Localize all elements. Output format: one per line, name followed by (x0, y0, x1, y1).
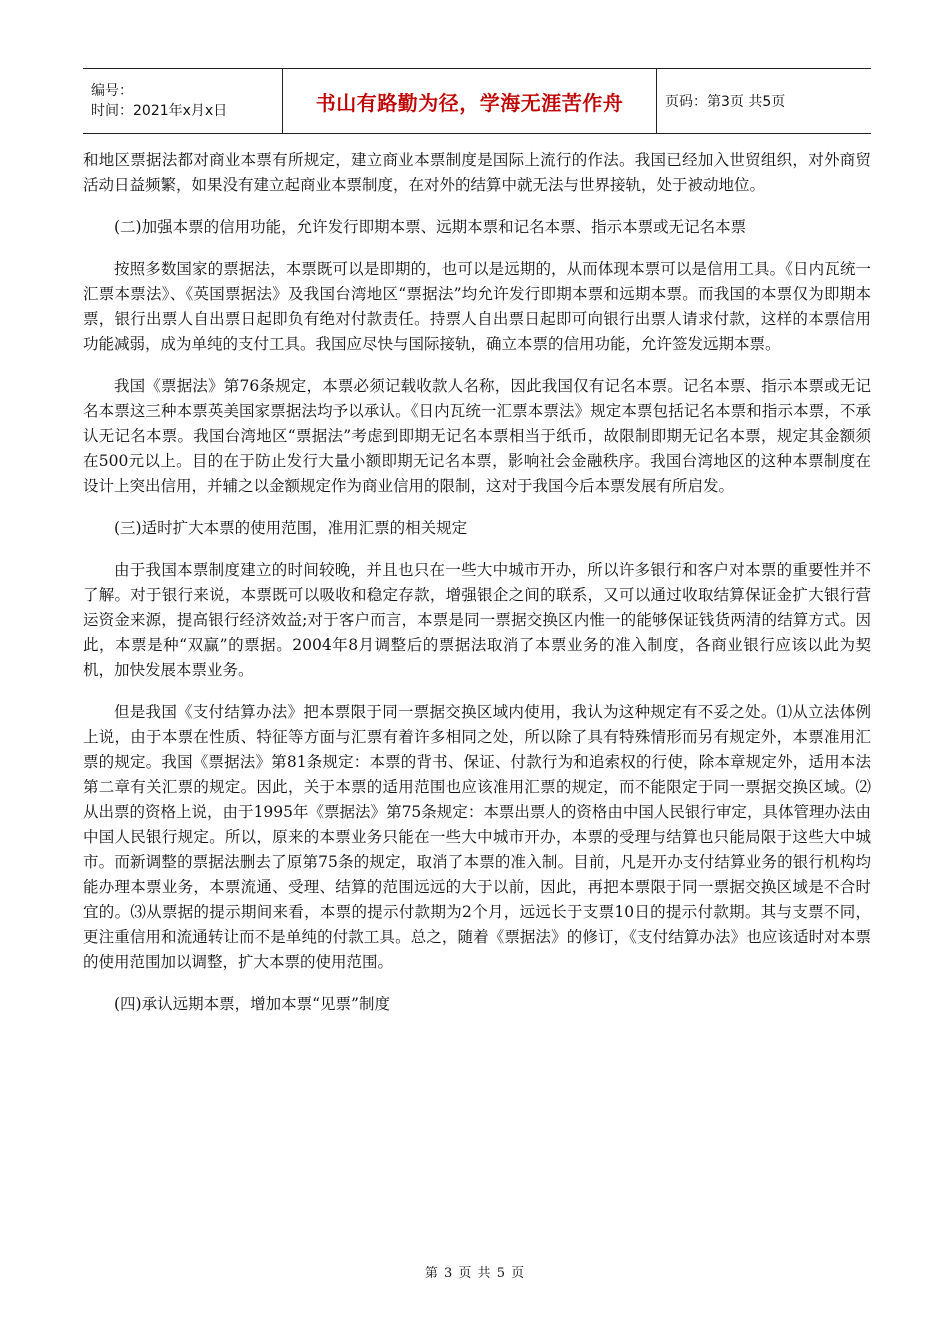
document-body (83, 148, 871, 1034)
body-paragraph: 但是我国《支付结算办法》把本票限于同一票据交换区域内使用，我认为这种规定有不妥之处。⑴从立法体例上说，由于本票在性质、特征等方面与汇票有着许多相同之处，所以除了具有特殊情形而另有规定外，本票准用汇票的规定。我国《票据法》第81条规定：本票的背书、保证、付款行为和追索权的行使，除本章规定外，适用本法第二章有关汇票的规定。因此，关于本票的适用范围也应该准用汇票的规定，而不能限定于同一票据交换区域。⑵从出票的资格上说，由于1995年《票据法》第75条规定：本票出票人的资格由中国人民银行审定，具体管理办法由中国人民银行规定。所以，原来的本票业务只能在一些大中城市开办，本票的受理与结算也只能局限于这些大中城市。而新调整的票据法删去了原第75条的规定，取消了本票的准入制。目前，凡是开办支付结算业务的银行机构均能办理本票业务，本票流通、受理、结算的范围远远的大于以前，因此，再把本票限于同一票据交换区域是不合时宜的。⑶从票据的提示期间来看，本票的提示付款期为2个月，远远长于支票10日的提示付款期。其与支票不同，更注重信用和流通转让而不是单纯的付款工具。总之，随着《票据法》的修订，《支付结算办法》也应该适时对本票的使用范围加以调整，扩大本票的使用范围。 (83, 703, 871, 971)
section-heading-2: (二)加强本票的信用功能，允许发行即期本票、远期本票和记名本票、指示本票或无记名本票 (114, 218, 747, 236)
body-paragraph: 和地区票据法都对商业本票有所规定，建立商业本票制度是国际上流行的作法。我国已经加入世贸组织，对外商贸活动日益频繁，如果没有建立起商业本票制度，在对外的结算中就无法与世界接轨，处于被动地位。 (83, 151, 871, 194)
header-page-cell (657, 69, 871, 133)
body-paragraph: 按照多数国家的票据法，本票既可以是即期的，也可以是远期的，从而体现本票可以是信用工具。《日内瓦统一汇票本票法》、《英国票据法》及我国台湾地区“票据法”均允许发行即期本票和远期本票。而我国的本票仅为即期本票，银行出票人自出票日起即负有绝对付款责任。持票人自出票日起即可向银行出票人请求付款，这样的本票信用功能减弱，成为单纯的支付工具。我国应尽快与国际接轨，确立本票的信用功能，允许签发远期本票。 (83, 260, 871, 353)
header-motto: 书山有路勤为径，学海无涯苦作舟 (315, 90, 624, 115)
document-number-label: 编号： (91, 83, 133, 99)
document-time-label: 时间：2021年x月x日 (91, 103, 228, 119)
body-paragraph: 由于我国本票制度建立的时间较晚，并且也只在一些大中城市开办，所以许多银行和客户对本票的重要性并不了解。对于银行来说，本票既可以吸收和稳定存款，增强银企之间的联系，又可以通过收取结算保证金扩大银行营运资金来源，提高银行经济效益;对于客户而言，本票是同一票据交换区内惟一的能够保证钱货两清的结算方式。因此，本票是种“双赢”的票据。2004年8月调整后的票据法取消了本票业务的准入制度，各商业银行应该以此为契机，加快发展本票业务。 (83, 561, 871, 679)
body-paragraph: 我国《票据法》第76条规定，本票必须记载收款人名称，因此我国仅有记名本票。记名本票、指示本票或无记名本票这三种本票英美国家票据法均予以承认。《日内瓦统一汇票本票法》规定本票包括记名本票和指示本票，不承认无记名本票。我国台湾地区“票据法”考虑到即期无记名本票相当于纸币，故限制即期无记名本票，规定其金额须在500元以上。目的在于防止发行大量小额即期无记名本票，影响社会金融秩序。我国台湾地区的这种本票制度在设计上突出信用，并辅之以金额规定作为商业信用的限制，这对于我国今后本票发展有所启发。 (83, 377, 871, 495)
header-page-info: 页码：第3页 共5页 (665, 94, 786, 110)
page-footer: 第 3 页 共 5 页 (424, 1266, 526, 1281)
section-heading-4: (四)承认远期本票，增加本票“见票”制度 (114, 995, 390, 1013)
header-motto-cell (283, 69, 657, 133)
section-heading-3: (三)适时扩大本票的使用范围，准用汇票的相关规定 (114, 519, 468, 537)
header-meta-cell (83, 69, 283, 133)
page-header (83, 68, 871, 134)
